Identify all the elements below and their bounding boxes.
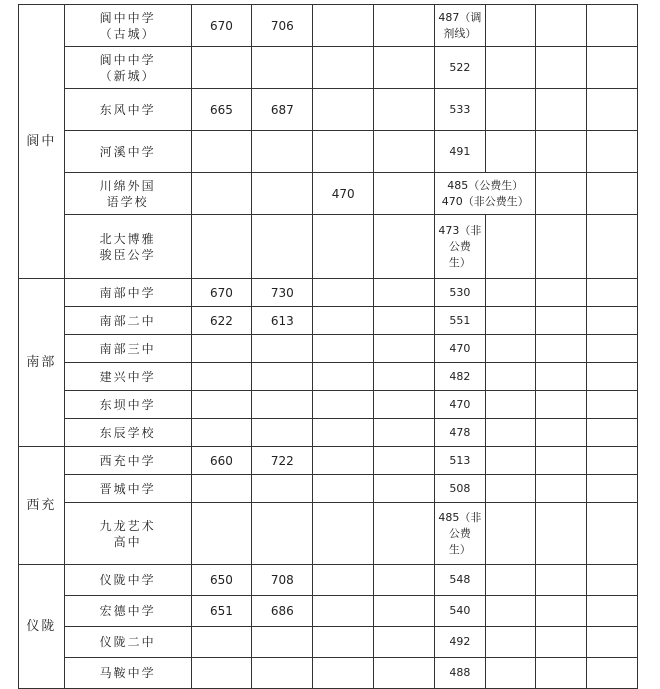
score-cell (374, 627, 435, 658)
score-cell (313, 627, 374, 658)
table-row (19, 596, 638, 627)
empty-cell (536, 391, 587, 419)
table-row (19, 363, 638, 391)
school-name-cell: 南部二中 (64, 307, 191, 335)
school-name-cell: 阆中中学 （古城） (64, 5, 191, 47)
empty-cell (536, 215, 587, 279)
school-name-cell: 仪陇二中 (64, 627, 191, 658)
score-cell (252, 658, 313, 689)
score-cell (313, 596, 374, 627)
score-cell (313, 447, 374, 475)
score-cell (191, 503, 252, 565)
score-cell: 686 (252, 596, 313, 627)
score-cell (191, 335, 252, 363)
score-cell (313, 131, 374, 173)
table-row (19, 391, 638, 419)
score-cell (313, 47, 374, 89)
empty-cell (485, 447, 536, 475)
score-cell (252, 503, 313, 565)
empty-cell (485, 131, 536, 173)
empty-cell (587, 658, 638, 689)
score-cell (313, 215, 374, 279)
score-cell (313, 391, 374, 419)
score-cell (374, 363, 435, 391)
score-cell: 708 (252, 565, 313, 596)
empty-cell (485, 503, 536, 565)
empty-cell (587, 475, 638, 503)
score-cell (313, 89, 374, 131)
school-name-cell: 东风中学 (64, 89, 191, 131)
cutoff-score-cell: 473（非 公费 生） (435, 215, 486, 279)
table-row (19, 658, 638, 689)
score-cell: 651 (191, 596, 252, 627)
empty-cell (485, 419, 536, 447)
score-cell (313, 475, 374, 503)
table-row (19, 565, 638, 596)
school-name-cell: 南部三中 (64, 335, 191, 363)
school-name-cell: 东辰学校 (64, 419, 191, 447)
score-cell (374, 5, 435, 47)
score-cell (374, 503, 435, 565)
table-row (19, 475, 638, 503)
cutoff-score-cell: 533 (435, 89, 486, 131)
empty-cell (536, 658, 587, 689)
score-cell (191, 658, 252, 689)
score-cell (374, 279, 435, 307)
empty-cell (587, 47, 638, 89)
score-cell (191, 215, 252, 279)
table-row (19, 307, 638, 335)
score-cell (252, 215, 313, 279)
empty-cell (587, 363, 638, 391)
empty-cell (587, 391, 638, 419)
score-cell: 670 (191, 5, 252, 47)
empty-cell (536, 5, 587, 47)
table-row (19, 447, 638, 475)
score-cell (191, 47, 252, 89)
empty-cell (536, 627, 587, 658)
cutoff-score-cell: 492 (435, 627, 486, 658)
empty-cell (587, 89, 638, 131)
cutoff-score-cell: 540 (435, 596, 486, 627)
empty-cell (536, 131, 587, 173)
empty-cell (587, 173, 638, 215)
empty-cell (587, 503, 638, 565)
score-cell (313, 307, 374, 335)
school-name-cell: 阆中中学 （新城） (64, 47, 191, 89)
empty-cell (587, 596, 638, 627)
score-cell (374, 658, 435, 689)
school-name-cell: 宏德中学 (64, 596, 191, 627)
score-cell (313, 658, 374, 689)
cutoff-score-cell: 522 (435, 47, 486, 89)
score-cell (374, 391, 435, 419)
cutoff-score-cell: 513 (435, 447, 486, 475)
table-row (19, 419, 638, 447)
empty-cell (485, 565, 536, 596)
empty-cell (536, 89, 587, 131)
school-name-cell: 北大博雅 骏臣公学 (64, 215, 191, 279)
score-cell (191, 627, 252, 658)
region-cell: 西充 (19, 447, 65, 565)
cutoff-score-cell: 470 (435, 335, 486, 363)
school-name-cell: 西充中学 (64, 447, 191, 475)
school-name-cell: 东坝中学 (64, 391, 191, 419)
score-cell (191, 363, 252, 391)
empty-cell (536, 447, 587, 475)
empty-cell (485, 658, 536, 689)
cutoff-score-cell: 508 (435, 475, 486, 503)
empty-cell (536, 475, 587, 503)
score-cell (252, 419, 313, 447)
score-cell (313, 5, 374, 47)
score-cell (252, 173, 313, 215)
empty-cell (536, 173, 587, 215)
empty-cell (485, 5, 536, 47)
score-cell (313, 503, 374, 565)
score-cell: 670 (191, 279, 252, 307)
empty-cell (485, 391, 536, 419)
school-name-cell: 河溪中学 (64, 131, 191, 173)
empty-cell (485, 47, 536, 89)
admission-score-table (18, 4, 638, 689)
cutoff-score-cell: 488 (435, 658, 486, 689)
table-row (19, 215, 638, 279)
empty-cell (536, 279, 587, 307)
score-cell (191, 475, 252, 503)
score-cell (374, 419, 435, 447)
empty-cell (485, 363, 536, 391)
score-cell (313, 363, 374, 391)
region-cell: 阆中 (19, 5, 65, 279)
cutoff-score-cell: 530 (435, 279, 486, 307)
table-row (19, 47, 638, 89)
table-body (19, 5, 638, 689)
empty-cell (536, 419, 587, 447)
score-cell (374, 335, 435, 363)
score-cell (252, 131, 313, 173)
table-row (19, 627, 638, 658)
region-cell: 南部 (19, 279, 65, 447)
empty-cell (485, 215, 536, 279)
empty-cell (587, 307, 638, 335)
score-cell: 622 (191, 307, 252, 335)
school-name-cell: 晋城中学 (64, 475, 191, 503)
empty-cell (485, 279, 536, 307)
empty-cell (485, 627, 536, 658)
table-row (19, 5, 638, 47)
score-cell (374, 131, 435, 173)
table-row (19, 89, 638, 131)
table-row (19, 173, 638, 215)
score-cell (313, 335, 374, 363)
empty-cell (536, 335, 587, 363)
score-cell (374, 89, 435, 131)
score-cell: 613 (252, 307, 313, 335)
score-cell (374, 596, 435, 627)
empty-cell (587, 447, 638, 475)
score-cell (374, 307, 435, 335)
empty-cell (587, 279, 638, 307)
empty-cell (485, 89, 536, 131)
table-row (19, 335, 638, 363)
empty-cell (485, 335, 536, 363)
cutoff-score-cell: 470 (435, 391, 486, 419)
cutoff-score-cell: 478 (435, 419, 486, 447)
empty-cell (587, 335, 638, 363)
cutoff-score-cell: 485（公费生） 470（非公费生） (435, 173, 536, 215)
cutoff-score-cell: 485（非 公费 生） (435, 503, 486, 565)
score-cell: 722 (252, 447, 313, 475)
cutoff-score-cell: 491 (435, 131, 486, 173)
table-row (19, 503, 638, 565)
region-cell: 仪陇 (19, 565, 65, 689)
empty-cell (587, 565, 638, 596)
empty-cell (587, 419, 638, 447)
empty-cell (536, 565, 587, 596)
school-name-cell: 马鞍中学 (64, 658, 191, 689)
score-cell: 650 (191, 565, 252, 596)
score-cell: 665 (191, 89, 252, 131)
school-name-cell: 九龙艺术 高中 (64, 503, 191, 565)
cutoff-score-cell: 482 (435, 363, 486, 391)
score-cell (313, 419, 374, 447)
empty-cell (536, 363, 587, 391)
school-name-cell: 川绵外国 语学校 (64, 173, 191, 215)
empty-cell (587, 131, 638, 173)
score-cell (374, 447, 435, 475)
score-cell (191, 391, 252, 419)
score-cell (313, 279, 374, 307)
empty-cell (485, 596, 536, 627)
score-cell (252, 391, 313, 419)
empty-cell (536, 596, 587, 627)
score-cell: 470 (313, 173, 374, 215)
score-cell (252, 47, 313, 89)
score-cell (374, 475, 435, 503)
empty-cell (587, 627, 638, 658)
score-cell: 687 (252, 89, 313, 131)
empty-cell (485, 475, 536, 503)
empty-cell (587, 5, 638, 47)
cutoff-score-cell: 551 (435, 307, 486, 335)
empty-cell (536, 503, 587, 565)
table-row (19, 131, 638, 173)
score-cell (191, 173, 252, 215)
empty-cell (536, 47, 587, 89)
score-cell (252, 627, 313, 658)
score-cell (252, 335, 313, 363)
cutoff-score-cell: 548 (435, 565, 486, 596)
school-name-cell: 仪陇中学 (64, 565, 191, 596)
score-cell (374, 173, 435, 215)
score-cell: 730 (252, 279, 313, 307)
empty-cell (536, 307, 587, 335)
cutoff-score-cell: 487（调 剂线） (435, 5, 486, 47)
score-cell (313, 565, 374, 596)
table-row (19, 279, 638, 307)
score-cell (374, 215, 435, 279)
score-cell (191, 419, 252, 447)
score-cell (252, 475, 313, 503)
empty-cell (587, 215, 638, 279)
score-cell (374, 565, 435, 596)
score-cell: 660 (191, 447, 252, 475)
score-cell (252, 363, 313, 391)
empty-cell (485, 307, 536, 335)
score-cell (374, 47, 435, 89)
score-cell (191, 131, 252, 173)
score-cell: 706 (252, 5, 313, 47)
school-name-cell: 南部中学 (64, 279, 191, 307)
school-name-cell: 建兴中学 (64, 363, 191, 391)
